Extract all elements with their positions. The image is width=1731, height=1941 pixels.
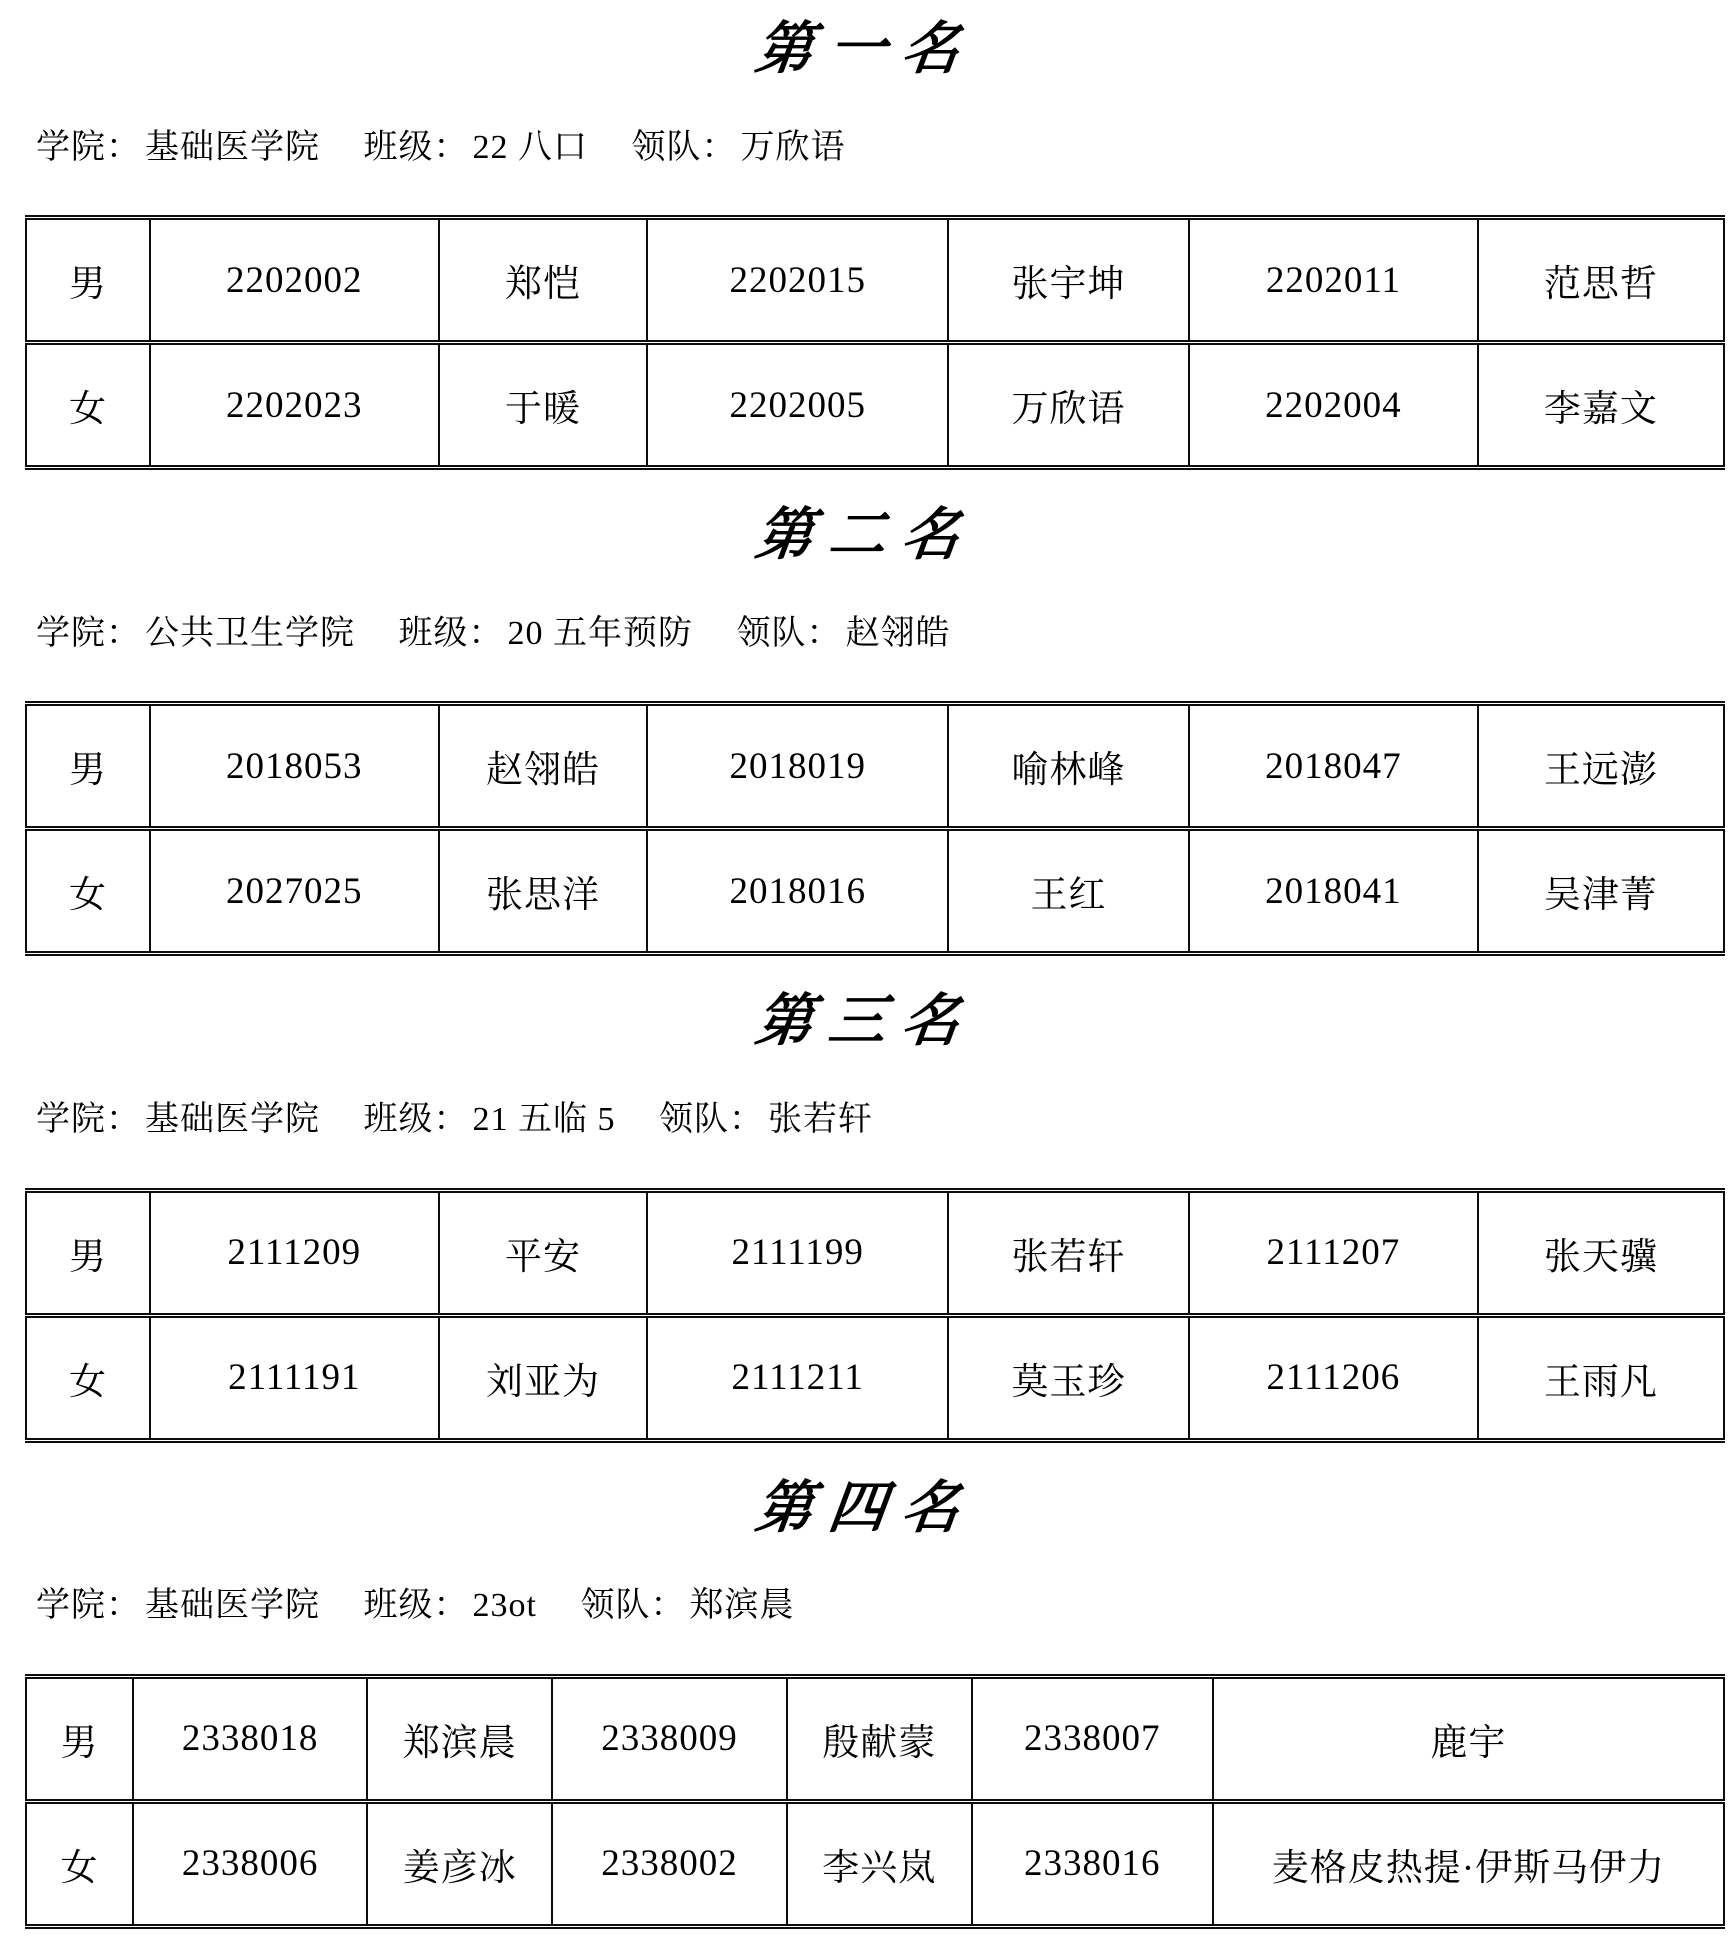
- college-label: 学院：: [36, 1101, 141, 1139]
- class-group: [364, 1587, 537, 1624]
- student-id-cell: 2111211: [647, 1315, 948, 1440]
- table-row: [26, 704, 1724, 829]
- student-id-cell: 2111209: [150, 1190, 439, 1315]
- student-name-cell: 于暖: [439, 343, 648, 468]
- leader-value: 万欣语: [740, 128, 846, 166]
- student-id-cell: 2338006: [133, 1801, 367, 1926]
- student-name-cell: 范思哲: [1478, 218, 1724, 343]
- student-id-cell: 2018041: [1189, 829, 1478, 954]
- college-label: 学院：: [36, 128, 141, 166]
- student-id-cell: 2018047: [1189, 704, 1478, 829]
- gender-cell: 男: [26, 1676, 133, 1801]
- leader-label: 领队：: [631, 128, 737, 166]
- class-value: 21 五临 5: [472, 1101, 616, 1139]
- student-name-cell: 吴津菁: [1478, 829, 1724, 954]
- class-label: 班级：: [363, 128, 469, 166]
- student-name-cell: 万欣语: [948, 343, 1189, 468]
- rank-3-roster-table: [25, 1188, 1725, 1443]
- student-name-cell: 张宇坤: [948, 218, 1189, 343]
- student-name-cell: 莫玉珍: [948, 1315, 1189, 1440]
- leader-label: 领队：: [580, 1587, 686, 1625]
- class-value: 23ot: [472, 1587, 537, 1625]
- class-group: [364, 129, 589, 166]
- student-name-cell: 张若轩: [948, 1190, 1189, 1315]
- student-id-cell: 2111206: [1189, 1315, 1478, 1440]
- student-id-cell: 2018016: [647, 829, 948, 954]
- student-id-cell: 2111207: [1189, 1190, 1478, 1315]
- leader-group: [580, 1587, 794, 1624]
- gender-cell: 男: [26, 704, 150, 829]
- class-label: 班级：: [363, 1587, 469, 1625]
- student-id-cell: 2338002: [552, 1801, 786, 1926]
- gender-cell: 女: [26, 829, 150, 954]
- rank-1-roster-table: [25, 215, 1725, 470]
- student-id-cell: 2202015: [647, 218, 948, 343]
- student-name-cell: 张思洋: [439, 829, 648, 954]
- leader-value: 赵翎皓: [845, 614, 951, 652]
- student-id-cell: 2202011: [1189, 218, 1478, 343]
- gender-cell: 女: [26, 343, 150, 468]
- class-value: 20 五年预防: [507, 614, 693, 652]
- leader-value: 张若轩: [768, 1101, 873, 1139]
- rank-2-title: [0, 501, 1731, 569]
- student-id-cell: 2027025: [150, 829, 439, 954]
- rank-4-roster-table: [25, 1674, 1725, 1929]
- student-name-cell: 鹿宇: [1213, 1676, 1724, 1801]
- rank-title-text: 第二名: [751, 501, 980, 569]
- college-label: 学院：: [36, 614, 141, 652]
- class-value: 22 八口: [472, 128, 588, 166]
- student-name-cell: 喻林峰: [948, 704, 1189, 829]
- gender-cell: 男: [26, 218, 150, 343]
- student-name-cell: 赵翎皓: [439, 704, 648, 829]
- table-row: [26, 1315, 1724, 1440]
- student-name-cell: 殷献蒙: [787, 1676, 972, 1801]
- student-name-cell: 郑恺: [439, 218, 648, 343]
- table-row: [26, 829, 1724, 954]
- student-id-cell: 2202005: [647, 343, 948, 468]
- student-name-cell: 王远澎: [1478, 704, 1724, 829]
- class-group: [399, 615, 694, 652]
- student-id-cell: 2111199: [647, 1190, 948, 1315]
- college-value: 基础医学院: [145, 128, 320, 166]
- table-row: [26, 1801, 1724, 1926]
- student-name-cell: 麦格皮热提·伊斯马伊力: [1213, 1801, 1724, 1926]
- rank-title-text: 第四名: [751, 1473, 980, 1541]
- rank-title-text: 第一名: [751, 15, 980, 82]
- student-id-cell: 2202004: [1189, 343, 1478, 468]
- rank-1-meta: [36, 127, 1731, 170]
- leader-group: [659, 1101, 873, 1138]
- college-group: [36, 615, 355, 652]
- student-name-cell: 王雨凡: [1478, 1315, 1724, 1440]
- table-row: [26, 1190, 1724, 1315]
- leader-group: [737, 615, 951, 652]
- student-name-cell: 郑滨晨: [367, 1676, 552, 1801]
- college-group: [36, 1101, 320, 1138]
- college-label: 学院：: [36, 1587, 141, 1625]
- student-name-cell: 姜彦冰: [367, 1801, 552, 1926]
- student-id-cell: 2018053: [150, 704, 439, 829]
- leader-label: 领队：: [736, 614, 842, 652]
- rank-2-meta: [36, 613, 1731, 656]
- rank-3-title: [0, 987, 1731, 1055]
- rank-4-title: [0, 1473, 1731, 1541]
- student-id-cell: 2018019: [647, 704, 948, 829]
- leader-group: [632, 129, 846, 166]
- class-label: 班级：: [363, 1101, 469, 1139]
- gender-cell: 女: [26, 1315, 150, 1440]
- student-id-cell: 2202023: [150, 343, 439, 468]
- student-name-cell: 王红: [948, 829, 1189, 954]
- rank-3-meta: [36, 1099, 1731, 1142]
- rank-1-title: [0, 15, 1731, 82]
- student-name-cell: 刘亚为: [439, 1315, 648, 1440]
- table-row: [26, 1676, 1724, 1801]
- college-group: [36, 1587, 320, 1624]
- table-row: [26, 218, 1724, 343]
- student-name-cell: 张天骥: [1478, 1190, 1724, 1315]
- student-name-cell: 李嘉文: [1478, 343, 1724, 468]
- student-id-cell: 2338009: [552, 1676, 786, 1801]
- student-id-cell: 2338016: [972, 1801, 1213, 1926]
- student-name-cell: 平安: [439, 1190, 648, 1315]
- gender-cell: 男: [26, 1190, 150, 1315]
- college-value: 基础医学院: [145, 1101, 320, 1139]
- student-id-cell: 2338007: [972, 1676, 1213, 1801]
- leader-label: 领队：: [659, 1101, 764, 1139]
- college-value: 公共卫生学院: [145, 614, 355, 652]
- gender-cell: 女: [26, 1801, 133, 1926]
- table-row: [26, 343, 1724, 468]
- student-id-cell: 2202002: [150, 218, 439, 343]
- college-group: [36, 129, 320, 166]
- rank-4-meta: [36, 1585, 1731, 1628]
- rank-2-roster-table: [25, 701, 1725, 956]
- class-group: [364, 1101, 616, 1138]
- student-id-cell: 2338018: [133, 1676, 367, 1801]
- rank-title-text: 第三名: [751, 987, 980, 1055]
- class-label: 班级：: [398, 614, 504, 652]
- student-id-cell: 2111191: [150, 1315, 439, 1440]
- college-value: 基础医学院: [145, 1587, 320, 1625]
- leader-value: 郑滨晨: [689, 1587, 795, 1625]
- student-name-cell: 李兴岚: [787, 1801, 972, 1926]
